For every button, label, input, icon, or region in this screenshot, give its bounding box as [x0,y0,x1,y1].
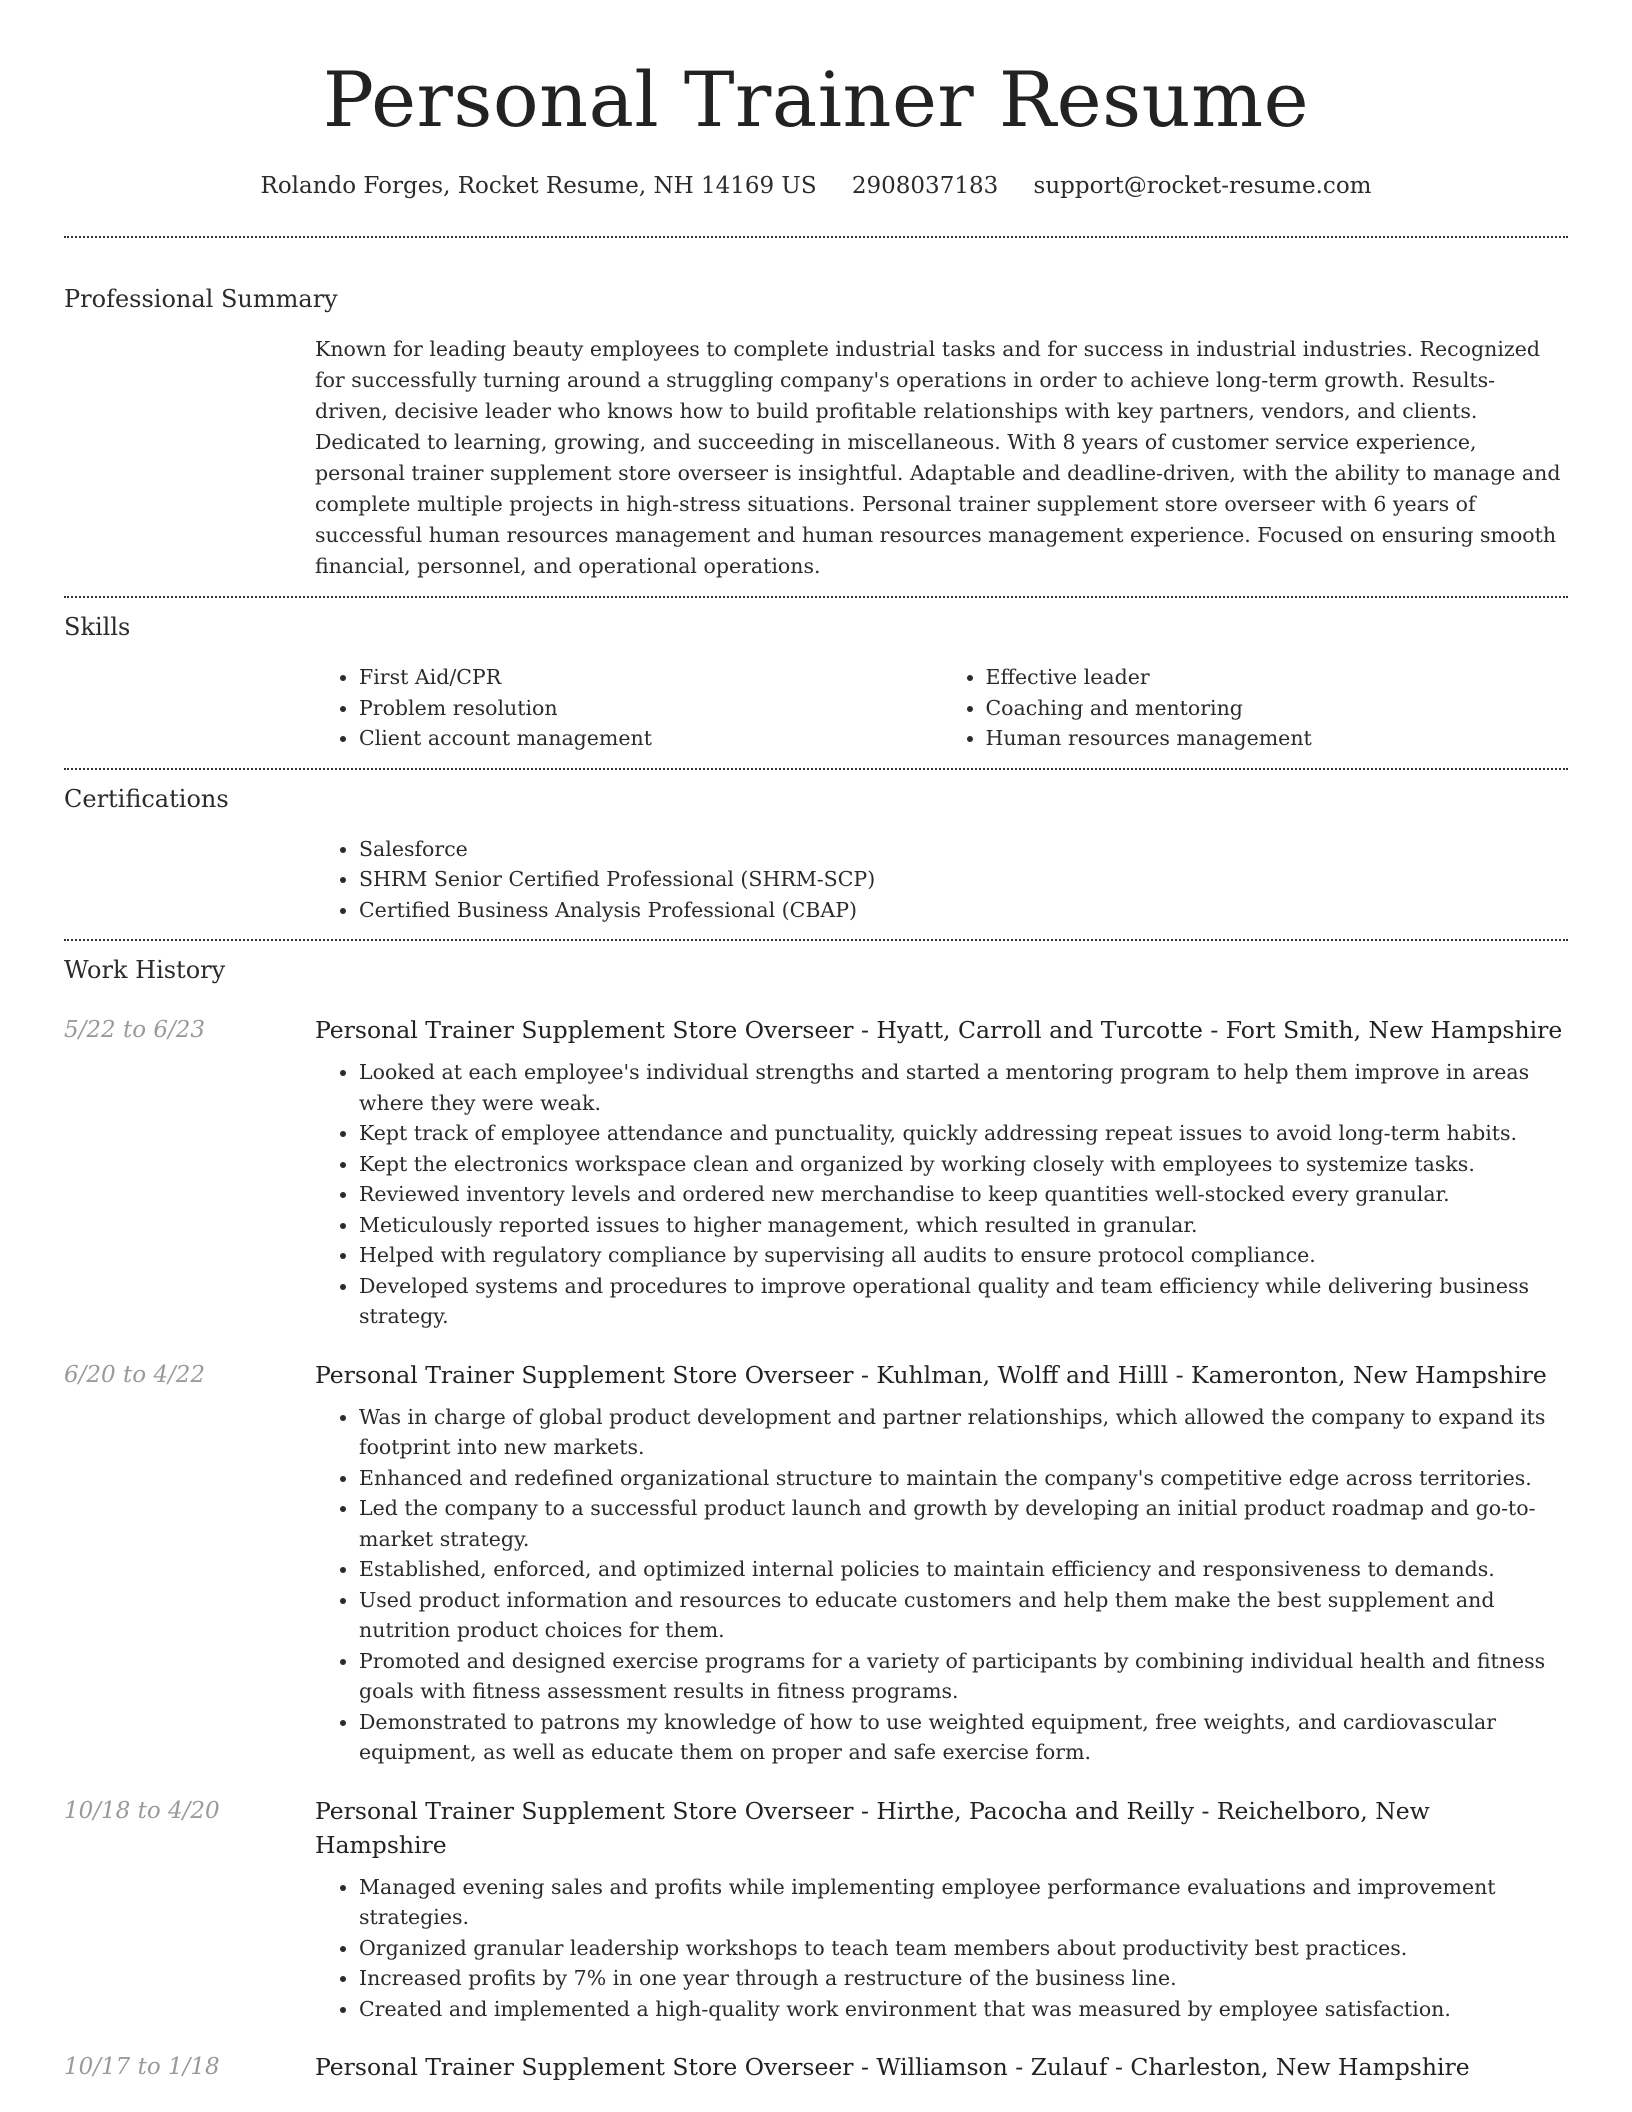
contact-phone: 2908037183 [851,173,999,199]
skill-item: • Human resources management [986,723,1569,754]
job-bullet: • Kept the electronics workspace clean and organized by working closely with employees to systemize tasks. [359,1149,1568,1180]
section-heading-summary: Professional Summary [64,285,338,313]
certification-item: • Salesforce [359,834,1568,865]
job-bullet: • Established, enforced, and optimized internal policies to maintain efficiency and responsiveness to demands. [359,1554,1568,1585]
resume-title: Personal Trainer Resume [322,55,1310,144]
job-bullet: • Organized granular leadership workshops to teach team members about productivity best practices. [359,1933,1568,1964]
contact-email: support@rocket-resume.com [1033,173,1372,199]
job-bullet: • Led the company to a successful product launch and growth by developing an initial product roadmap and go-to-market strategy. [359,1493,1568,1554]
job-bullet: • Increased profits by 7% in one year through a restructure of the business line. [359,1963,1568,1994]
job-bullet: • Reviewed inventory levels and ordered new merchandise to keep quantities well-stocked every granular. [359,1179,1568,1210]
job-bullet: • Meticulously reported issues to higher management, which resulted in granular. [359,1210,1568,1241]
job-bullet: • Used product information and resources to educate customers and help them make the best supplement and nutrition product choices for them. [359,1585,1568,1646]
job-title: Personal Trainer Supplement Store Overseer - Hirthe, Pacocha and Reilly - Reichelboro, New Hampshire [315,1796,1430,1859]
job-body [315,1794,1568,2025]
job-bullet: • Managed evening sales and profits while implementing employee performance evaluations and improvement strategies. [359,1872,1568,1933]
job-bullet: • Developed systems and procedures to improve operational quality and team efficiency while delivering business strategy. [359,1271,1568,1332]
skill-item: • Problem resolution [359,693,942,724]
skill-item: • Effective leader [986,662,1569,693]
section-heading-skills: Skills [64,613,131,641]
skill-item: • Coaching and mentoring [986,693,1569,724]
contact-address: Rolando Forges, Rocket Resume, NH 14169 US [260,173,817,199]
section-heading-work-history: Work History [64,956,226,984]
job-bullets [315,1872,1568,2025]
job-bullet: • Helped with regulatory compliance by supervising all audits to ensure protocol compliance. [359,1240,1568,1271]
certification-item: • SHRM Senior Certified Professional (SHRM-SCP) [359,864,1568,895]
job-entry [64,2050,1568,2094]
summary-text: Known for leading beauty employees to complete industrial tasks and for success in industrial industries. Recognized for successfully turning around a struggling company's operations in order to achieve long-term growth. Results-driven, decisive leader who knows how to build profitable relationships with key partners, vendors, and clients. Dedicated to learning, growing, and succeeding in miscellaneous. With 8 years of customer service experience, personal trainer supplement store overseer is insightful. Adaptable and deadline-driven, with the ability to manage and complete multiple projects in high-stress situations. Personal trainer supplement store overseer with 6 years of successful human resources management and human resources management experience. Focused on ensuring smooth financial, personnel, and operational operations. [315,337,1561,578]
skill-item: • Client account management [359,723,942,754]
job-bullet: • Promoted and designed exercise programs for a variety of participants by combining individual health and fitness goals with fitness assessment results in fitness programs. [359,1646,1568,1707]
certifications-list-wrapper [315,834,1568,926]
section-heading-certifications: Certifications [64,784,229,813]
work-history-section [64,941,1568,2094]
job-body [315,1013,1568,1332]
skills-list-right [942,662,1569,754]
job-entry [64,1013,1568,1332]
job-bullet: • Demonstrated to patrons my knowledge of how to use weighted equipment, free weights, and cardiovascular equipment, as well as educate them on proper and safe exercise form. [359,1707,1568,1768]
skills-section [64,598,1568,768]
job-bullet: • Created and implemented a high-quality work environment that was measured by employee satisfaction. [359,1994,1568,2025]
contact-line [64,170,1568,202]
job-title: Personal Trainer Supplement Store Overseer - Kuhlman, Wolff and Hilll - Kameronton, New Hampshire [315,1360,1547,1389]
job-bullets [315,1402,1568,1768]
job-bullet: • Looked at each employee's individual strengths and started a mentoring program to help them improve in areas where they were weak. [359,1057,1568,1118]
job-date: 10/18 to 4/20 [64,1797,220,1824]
job-bullets [315,1057,1568,1332]
skills-list-left [315,662,942,754]
job-body [315,1358,1568,1768]
job-date: 5/22 to 6/23 [64,1017,206,1043]
professional-summary-section [64,238,1568,596]
certifications-list [315,834,1568,926]
resume-page [64,0,1568,2094]
job-title: Personal Trainer Supplement Store Overseer - Hyatt, Carroll and Turcotte - Fort Smith, New Hampshire [315,1016,1563,1044]
job-date: 6/20 to 4/22 [64,1361,206,1388]
job-date: 10/17 to 1/18 [64,2054,220,2080]
certification-item: • Certified Business Analysis Professional (CBAP) [359,895,1568,926]
job-bullet: • Kept track of employee attendance and punctuality, quickly addressing repeat issues to avoid long-term habits. [359,1118,1568,1149]
job-bullet: • Enhanced and redefined organizational structure to maintain the company's competitive edge across territories. [359,1463,1568,1494]
job-bullet: • Was in charge of global product development and partner relationships, which allowed the company to expand its footprint into new markets. [359,1402,1568,1463]
certifications-section [64,770,1568,940]
job-body [315,2050,1568,2094]
job-entry [64,1358,1568,1768]
skill-item: • First Aid/CPR [359,662,942,693]
skills-columns [315,662,1568,754]
job-entry [64,1794,1568,2025]
job-title: Personal Trainer Supplement Store Overseer - Williamson - Zulauf - Charleston, New Hampshire [315,2053,1470,2081]
